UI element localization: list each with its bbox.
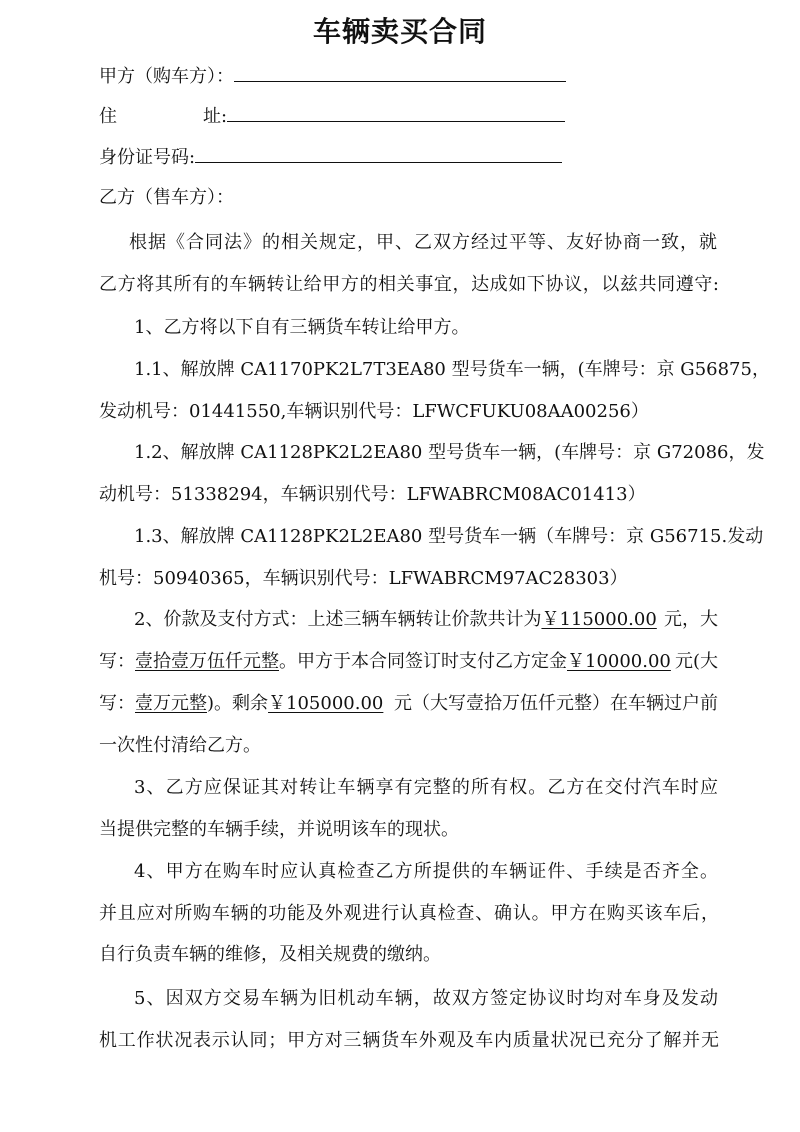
clause-1-item-1-line-2: 发动机号：01441550,车辆识别代号：LFWCFUKU08AA00256）	[99, 401, 649, 422]
id-number-label: 身份证号码:	[99, 147, 196, 168]
party-a-label: 甲方（购车方）：	[99, 66, 234, 87]
clause-2-write-label-2: 写：	[99, 693, 135, 714]
intro-line-1: 根据《合同法》的相关规定，甲、乙双方经过平等、友好协商一致，就	[129, 232, 717, 253]
clause-3-line-1: 3、乙方应保证其对转让车辆享有完整的所有权。乙方在交付汽车时应	[134, 777, 718, 798]
clause-2-deposit-suffix: 元(大	[674, 651, 718, 672]
party-b-label: 乙方（售车方）：	[99, 187, 234, 208]
deposit-uppercase: 壹万元整	[135, 693, 207, 714]
clause-2-remaining-suffix: 元（大写壹拾万伍仟元整）在车辆过户前	[394, 693, 718, 714]
clause-1-text: 1、乙方将以下自有三辆货车转让给甲方。	[134, 317, 470, 338]
clause-1-item-2-line-2: 动机号：51338294，车辆识别代号：LFWABRCM08AC01413）	[99, 484, 646, 505]
clause-2-remaining-text: )。剩余	[207, 693, 269, 714]
address-row	[99, 101, 719, 132]
clause-4-line-1: 4、甲方在购车时应认真检查乙方所提供的车辆证件、手续是否齐全。	[134, 861, 718, 882]
intro-line-2: 乙方将其所有的车辆转让给甲方的相关事宜，达成如下协议，以兹共同遵守:	[99, 274, 719, 295]
clause-2-line-2	[99, 647, 718, 677]
clause-2-line-3	[99, 689, 718, 719]
party-a-blank[interactable]	[234, 61, 566, 82]
remaining-value: ￥105000.00	[268, 693, 384, 714]
party-b-row	[99, 183, 719, 213]
deposit-value: ￥10000.00	[567, 651, 671, 672]
clause-2-deposit-text: 。甲方于本合同签订时支付乙方定金	[279, 651, 567, 672]
clause-4-line-3: 自行负责车辆的维修，及相关规费的缴纳。	[99, 944, 441, 965]
document-title: 车辆卖买合同	[312, 15, 487, 48]
clause-2-line-1	[134, 605, 718, 635]
clause-2-write-label: 写：	[99, 651, 135, 672]
address-label-part2: 址:	[203, 106, 228, 127]
clause-5-line-2: 机工作状况表示认同；甲方对三辆货车外观及车内质量状况已充分了解并无	[99, 1030, 719, 1051]
address-blank[interactable]	[227, 101, 565, 122]
party-a-row	[99, 61, 719, 92]
address-label-part1: 住	[99, 106, 117, 127]
clause-1-item-1-line-1: 1.1、解放牌 CA1170PK2L7T3EA80 型号货车一辆，(车牌号：京 G56875，	[134, 359, 770, 380]
clause-1-item-2-line-1: 1.2、解放牌 CA1128PK2L2EA80 型号货车一辆，(车牌号：京 G72086，发	[134, 442, 765, 463]
clause-1-item-3-line-1: 1.3、解放牌 CA1128PK2L2EA80 型号货车一辆（车牌号：京 G56715.发动	[134, 526, 764, 547]
clause-4-line-2: 并且应对所购车辆的功能及外观进行认真检查、确认。甲方在购买该车后，	[99, 903, 719, 924]
total-price-uppercase: 壹拾壹万伍仟元整	[135, 651, 279, 672]
clause-2-text-a: 2、价款及支付方式：上述三辆车辆转让价款共计为	[134, 609, 542, 630]
clause-5-line-1: 5、因双方交易车辆为旧机动车辆，故双方签定协议时均对车身及发动	[134, 988, 718, 1009]
total-price-value: ￥115000.00	[541, 609, 657, 630]
id-number-blank[interactable]	[195, 142, 562, 163]
clause-2-line-4: 一次性付清给乙方。	[99, 735, 261, 756]
clause-2-text-b: 元，大	[664, 609, 718, 630]
clause-3-line-2: 当提供完整的车辆手续，并说明该车的现状。	[99, 819, 459, 840]
clause-1-item-3-line-2: 机号：50940365，车辆识别代号：LFWABRCM97AC28303）	[99, 568, 628, 589]
id-number-row	[99, 142, 719, 173]
